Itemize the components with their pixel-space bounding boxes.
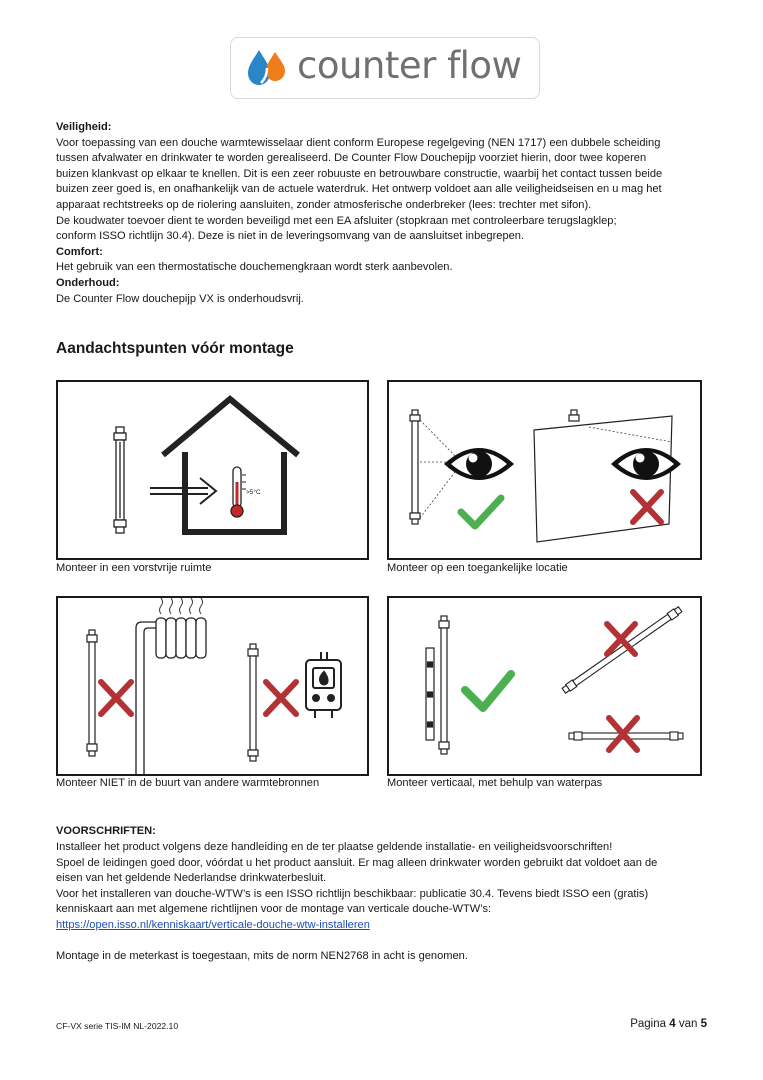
intro-line: conform ISSO richtlijn 30.4). Deze is niet in de leveringsomvang van de aansluitset inbegrepen. <box>56 230 525 243</box>
logo-text: counter flow <box>297 44 522 87</box>
spirit-level-icon <box>426 648 434 740</box>
intro-line: buizen klankvast op elkaar te knellen. Dit is een zeer robuuste en betrouwbare constructie, waarbij het contact tussen beide <box>56 167 663 180</box>
isso-link[interactable]: https://open.isso.nl/kenniskaart/verticale-douche-wtw-installeren <box>56 919 370 931</box>
brand-logo <box>230 37 540 99</box>
intro-heading: Veiligheid: <box>56 121 112 133</box>
regulations-title: VOORSCHRIFTEN: <box>56 825 156 837</box>
intro-line: Voor toepassing van een douche warmtewisselaar dient conform Europese regelgeving (NEN 1717) een dubbele scheiding <box>56 136 661 149</box>
page-current: 4 <box>669 1018 676 1030</box>
intro-line: Het gebruik van een thermostatische douchemengkraan wordt sterk aanbevolen. <box>56 261 453 274</box>
heat-exchanger-pipe-icon <box>114 427 126 533</box>
panel-accessible <box>387 380 702 560</box>
check-icon <box>461 498 501 526</box>
logo-drops-icon <box>245 48 289 88</box>
panel-frost-free <box>56 380 369 560</box>
caption-frost-free: Monteer in een vorstvrije ruimte <box>56 562 212 574</box>
regulations-line: Voor het installeren van douche-WTW’s is een ISSO richtlijn beschikbaar: publicatie 30.4. Tevens biedt ISSO een (gratis) <box>56 887 649 900</box>
cross-icon <box>266 682 296 714</box>
caption-heat-sources: Monteer NIET in de buurt van andere warmtebronnen <box>56 777 320 789</box>
frost-free-illustration <box>58 382 367 558</box>
heat-exchanger-pipe-icon <box>87 630 97 756</box>
boiler-icon <box>306 652 341 718</box>
eye-icon <box>444 448 514 480</box>
document-code: CF-VX serie TIS-IM NL-2022.10 <box>56 1021 179 1031</box>
thermometer-icon <box>231 467 246 517</box>
section-title: Aandachtspunten vóór montage <box>56 340 294 357</box>
intro-line: tussen afvalwater en drinkwater te worden gerealiseerd. De Counter Flow Douchepijp voorziet hierin, door twee koperen <box>56 152 647 165</box>
heat-exchanger-pipe-icon <box>410 410 420 524</box>
page-label: Pagina <box>630 1018 667 1030</box>
panel-heat-sources <box>56 596 369 776</box>
accessible-illustration <box>389 382 700 558</box>
temperature-label: >5°C <box>246 489 261 496</box>
tilted-pipe-icon <box>562 606 683 694</box>
meterkast-note: Montage in de meterkast is toegestaan, mits de norm NEN2768 in acht is genomen. <box>56 950 468 962</box>
radiator-icon <box>136 618 206 774</box>
caption-vertical: Monteer verticaal, met behulp van waterpas <box>387 777 603 789</box>
vertical-illustration <box>389 598 700 774</box>
heat-exchanger-pipe-icon <box>248 644 258 761</box>
intro-line: buizen zeer goed is, en onafhankelijk van de actuele waterdruk. Het ontwerp voldoet aan alle veiligheidseisen en u mag het <box>56 183 662 196</box>
cross-icon <box>101 682 131 714</box>
regulations-line: kenniskaart aan met algemene richtlijnen voor de montage van verticale douche-WTW’s: <box>56 903 492 916</box>
caption-accessible: Monteer op een toegankelijke locatie <box>387 562 568 574</box>
page-total: 5 <box>700 1018 707 1030</box>
panel-vertical <box>387 596 702 776</box>
regulations-line: Installeer het product volgens deze handleiding en de ter plaatse geldende installatie- en veiligheidsvoorschriften! <box>56 841 613 853</box>
check-icon <box>465 674 511 708</box>
intro-line: De koudwater toevoer dient te worden beveiligd met een EA afsluiter (stopkraan met controleerbare terugslagklep; <box>56 214 617 227</box>
page-number <box>630 1018 707 1030</box>
regulations-line: eisen van het geldende Nederlandse drinkwaterbesluit. <box>56 872 327 885</box>
heat-waves-icon <box>160 598 203 614</box>
intro-line: De Counter Flow douchepijp VX is onderhoudsvrij. <box>56 292 304 305</box>
intro-line: apparaat rechtstreeks op de riolering aansluiten, zonder atmosferische onderbreker (lees: trechter met sifon). <box>56 199 592 211</box>
intro-heading: Onderhoud: <box>56 277 120 289</box>
heat-exchanger-pipe-icon <box>439 616 449 754</box>
regulations-line: Spoel de leidingen goed door, vóórdat u het product aansluit. Er mag alleen drinkwater worden gebruikt dat voldoet aan de <box>56 856 658 869</box>
intro-heading: Comfort: <box>56 245 103 258</box>
page-of-label: van <box>678 1018 698 1030</box>
heat-sources-illustration <box>58 598 367 774</box>
